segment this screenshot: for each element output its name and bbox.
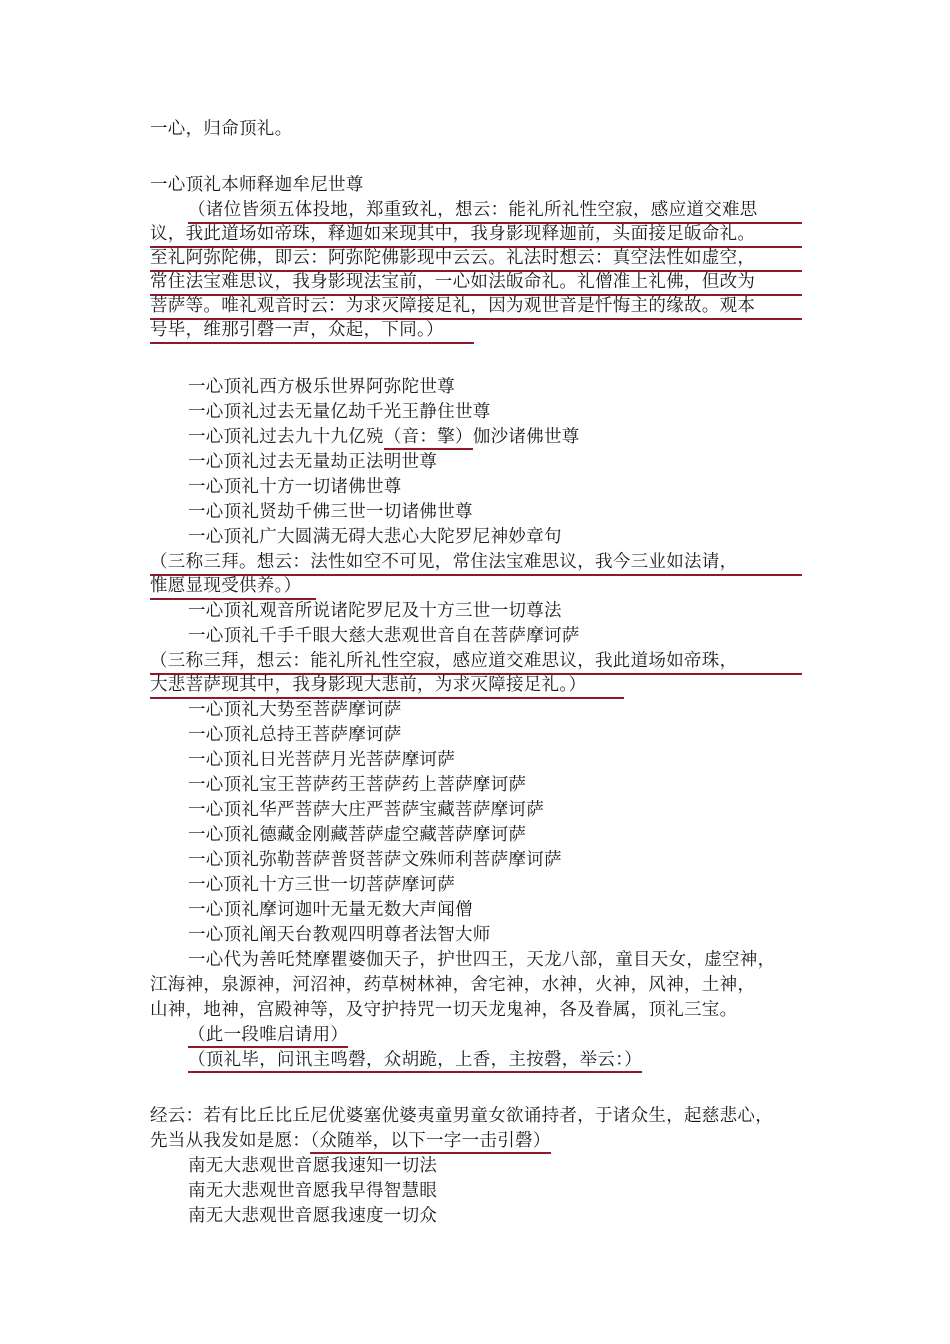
section-heading: 一心顶礼本师释迦牟尼世尊 — [150, 175, 364, 195]
sutra-line — [150, 1129, 551, 1153]
homage-line: 一心顶礼总持王菩萨摩诃萨 — [188, 725, 402, 745]
note-text: （顶礼毕，问讯主鸣磬，众胡跪，上香，主按磬，举云：） — [188, 1050, 642, 1073]
homage-line: 一心顶礼十方一切诸佛世尊 — [188, 477, 402, 497]
homage-line — [188, 425, 580, 449]
homage-line: 一心顶礼德藏金刚藏菩萨虚空藏菩萨摩诃萨 — [188, 825, 527, 845]
homage-line: 一心顶礼弥勒菩萨普贤菩萨文殊师利菩萨摩诃萨 — [188, 850, 562, 870]
note-line: （诸位皆须五体投地，郑重致礼，想云：能礼所礼性空寂，感应道交难思 — [188, 200, 758, 220]
sutra-text: 先当从我发如是愿： — [150, 1131, 311, 1151]
homage-text: 一心顶礼过去九十九亿殑 — [188, 427, 384, 447]
homage-line: 一心顶礼观音所说诸陀罗尼及十方三世一切尊法 — [188, 601, 562, 621]
note-line: 至礼阿弥陀佛，即云：阿弥陀佛影现中云云。礼法时想云：真空法性如虚空， — [150, 248, 756, 268]
note-line: 号毕，维那引磬一声，众起，下同。） — [150, 320, 444, 340]
paragraph-line: 一心代为善吒梵摩瞿婆伽天子，护世四王，天龙八部，童目天女，虚空神， — [188, 950, 776, 970]
pronunciation-note: （音：擎） — [384, 427, 473, 450]
homage-line: 一心顶礼千手千眼大慈大悲观世音自在菩萨摩诃萨 — [188, 626, 580, 646]
homage-line: 一心顶礼日光菩萨月光菩萨摩诃萨 — [188, 750, 455, 770]
sutra-line: 经云：若有比丘比丘尼优婆塞优婆夷童男童女欲诵持者，于诸众生，起慈悲心， — [150, 1106, 773, 1126]
vow-line: 南无大悲观世音愿我速知一切法 — [188, 1156, 438, 1176]
homage-line: 一心顶礼阐天台教观四明尊者法智大师 — [188, 925, 491, 945]
note-line: 惟愿显现受供养。） — [150, 576, 302, 596]
vow-line: 南无大悲观世音愿我早得智慧眼 — [188, 1181, 438, 1201]
note-line: 议，我此道场如帝珠，释迦如来现其中，我身影现释迦前，头面接足皈命礼。 — [150, 224, 756, 244]
note-line: （三称三拜，想云：能礼所礼性空寂，感应道交难思议，我此道场如帝珠， — [150, 651, 738, 671]
homage-line: 一心顶礼贤劫千佛三世一切诸佛世尊 — [188, 502, 473, 522]
homage-text: 伽沙诸佛世尊 — [472, 427, 580, 447]
note-line: 大悲菩萨现其中，我身影现大悲前，为求灭障接足礼。） — [150, 675, 587, 695]
homage-line: 一心顶礼十方三世一切菩萨摩诃萨 — [188, 875, 455, 895]
note-underline — [150, 342, 474, 344]
note-line: （三称三拜。想云：法性如空不可见，常住法宝难思议，我今三业如法请， — [150, 552, 738, 572]
homage-line: 一心顶礼过去无量亿劫千光王静住世尊 — [188, 402, 491, 422]
vow-line: 南无大悲观世音愿我速度一切众 — [188, 1206, 438, 1226]
homage-line: 一心顶礼广大圆满无碍大悲心大陀罗尼神妙章句 — [188, 527, 562, 547]
homage-line: 一心顶礼西方极乐世界阿弥陀世尊 — [188, 377, 455, 397]
intro-line: 一心，归命顶礼。 — [150, 119, 293, 139]
note-line — [188, 1023, 348, 1047]
sutra-note: （众随举，以下一字一击引磬） — [310, 1131, 550, 1154]
homage-line: 一心顶礼宝王菩萨药王菩萨药上菩萨摩诃萨 — [188, 775, 527, 795]
paragraph-line: 江海神，泉源神，河沼神，药草树林神，舍宅神，水神，火神，风神，土神， — [150, 975, 756, 995]
note-line: 常住法宝难思议，我身影现法宝前，一心如法皈命礼。礼僧准上礼佛，但改为 — [150, 272, 756, 292]
homage-line: 一心顶礼过去无量劫正法明世尊 — [188, 452, 438, 472]
note-text: （此一段唯启请用） — [188, 1025, 348, 1048]
homage-line: 一心顶礼摩诃迦叶无量无数大声闻僧 — [188, 900, 473, 920]
note-line: 菩萨等。唯礼观音时云：为求灭障接足礼，因为观世音是忏悔主的缘故。观本 — [150, 296, 756, 316]
homage-line: 一心顶礼大势至菩萨摩诃萨 — [188, 700, 402, 720]
homage-line: 一心顶礼华严菩萨大庄严菩萨宝藏菩萨摩诃萨 — [188, 800, 544, 820]
paragraph-line: 山神，地神，宫殿神等，及守护持咒一切天龙鬼神，各及眷属，顶礼三宝。 — [150, 1000, 738, 1020]
note-line — [188, 1048, 642, 1072]
